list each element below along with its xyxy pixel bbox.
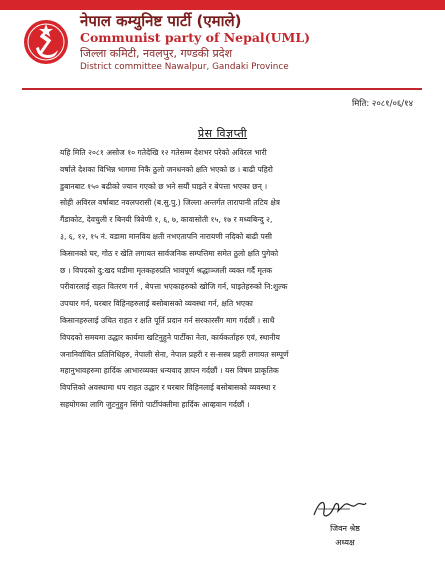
signature-block [300,495,400,555]
header-divider [22,88,422,90]
party-name-nepali: नेपाल कम्युनिष्ट पार्टी (एमाले) [80,12,242,30]
body-line: गैंडाकोट, देवचुली र बिनयी त्रिवेणी १, ६, ७, कावासोती १५, १७ र मध्यबिन्दु २, [60,215,273,225]
body-line: महानुभावहरुमा हार्दिक आभारव्यक्त धन्यवाद ज्ञापन गर्दछौं । यस विषम प्राकृतिक [60,366,279,376]
body-line: किसानको घर, गोठ र खेति लगायत सार्वजनिक सम्पत्तिमा समेत ठुलो क्षति पुगेको [60,248,279,258]
body-line: किसानहरुलाई उचित राहत र क्षति पूर्ति प्रदान गर्न सरकारसँग माग गर्दछौं । साथै [60,315,275,325]
header-top-band [0,0,445,10]
district-committee-english: District committee Nawalpur, Gandaki Province [80,62,289,72]
document-date: मिति: २०८१/०६/१४ [352,99,413,109]
document-title: प्रेस विज्ञप्ती [197,127,248,140]
body-line: परीवारलाई राहत वितरण गर्न , बेपत्ता भएकाहरुको खोजि गर्न, घाइतेहरुको नि:शुल्क [60,282,288,292]
handwritten-signature [310,495,370,523]
body-line: विपत्तिको अवस्थामा थप राहत उद्धार र घरबार विहिनलाई बसोबासको व्यवस्था र [60,383,276,393]
body-line: उपचार गर्न, घरबार विहिनहरुलाई बसोबासको व्यवस्था गर्न, क्षति भएका [60,299,253,309]
body-line: डुबानबाट १५० बढीको ज्यान गएको छ भने सयौं घाइते र बेपत्ता भएका छन् । [60,181,268,191]
signatory-name: जिवन श्रेष्ठ [330,524,360,533]
letterhead [22,12,422,82]
body-line: यहि मिति २०८१ असोज १० गतेदेखि १२ गतेसम्म देशभर परेको अविरल भारी [60,148,267,157]
signatory-title: अध्यक्ष [335,538,355,547]
party-emblem-icon [22,18,70,66]
party-name-english: Communist party of Nepal(UML) [80,30,311,45]
press-release-body [60,145,390,414]
body-line: ३, ६, १२, १५ नं. वडामा मानविय क्षती नभएतापनि नारायणी नदिको बाढी पसी [60,231,272,241]
body-line: विपदको समयमा उद्धार कार्यमा खटिनुहुने पार्टीका नेता, कार्यकर्ताहरु एवं, स्थानीय [60,332,280,342]
body-line: वर्षाले देशका विभिन्न भागमा निकै ठुलो जनधनको क्षति भएको छ । बाढी पहिरो [60,164,273,174]
body-line: सोही अविरल वर्षाबाट नवलपरासी (ब.सु.पु.) जिल्ला अन्तर्गत तारापानी तटिय क्षेत्र [60,198,281,208]
district-committee-nepali: जिल्ला कमिटी, नवलपुर, गण्डकी प्रदेश [80,47,233,60]
body-line: छ । विपदको दु:खद घडीमा मृतकहरुप्रति भावपूर्ण श्रद्धाञ्जली व्यक्त गर्दै मृतक [60,265,273,275]
body-line: सहयोगका लागि जुटनुहुन सिंगो पार्टीपंक्तीमा हार्दिक आव्हवान गर्दछौं । [60,399,250,409]
letterhead-text [80,12,420,73]
body-line: जनानिर्वाचित प्रतिनिधिहरु, नेपाली सेना, नेपाल प्रहरी र स-सस्त्र प्रहरी लगायत सम्पूर्ण [60,349,289,359]
